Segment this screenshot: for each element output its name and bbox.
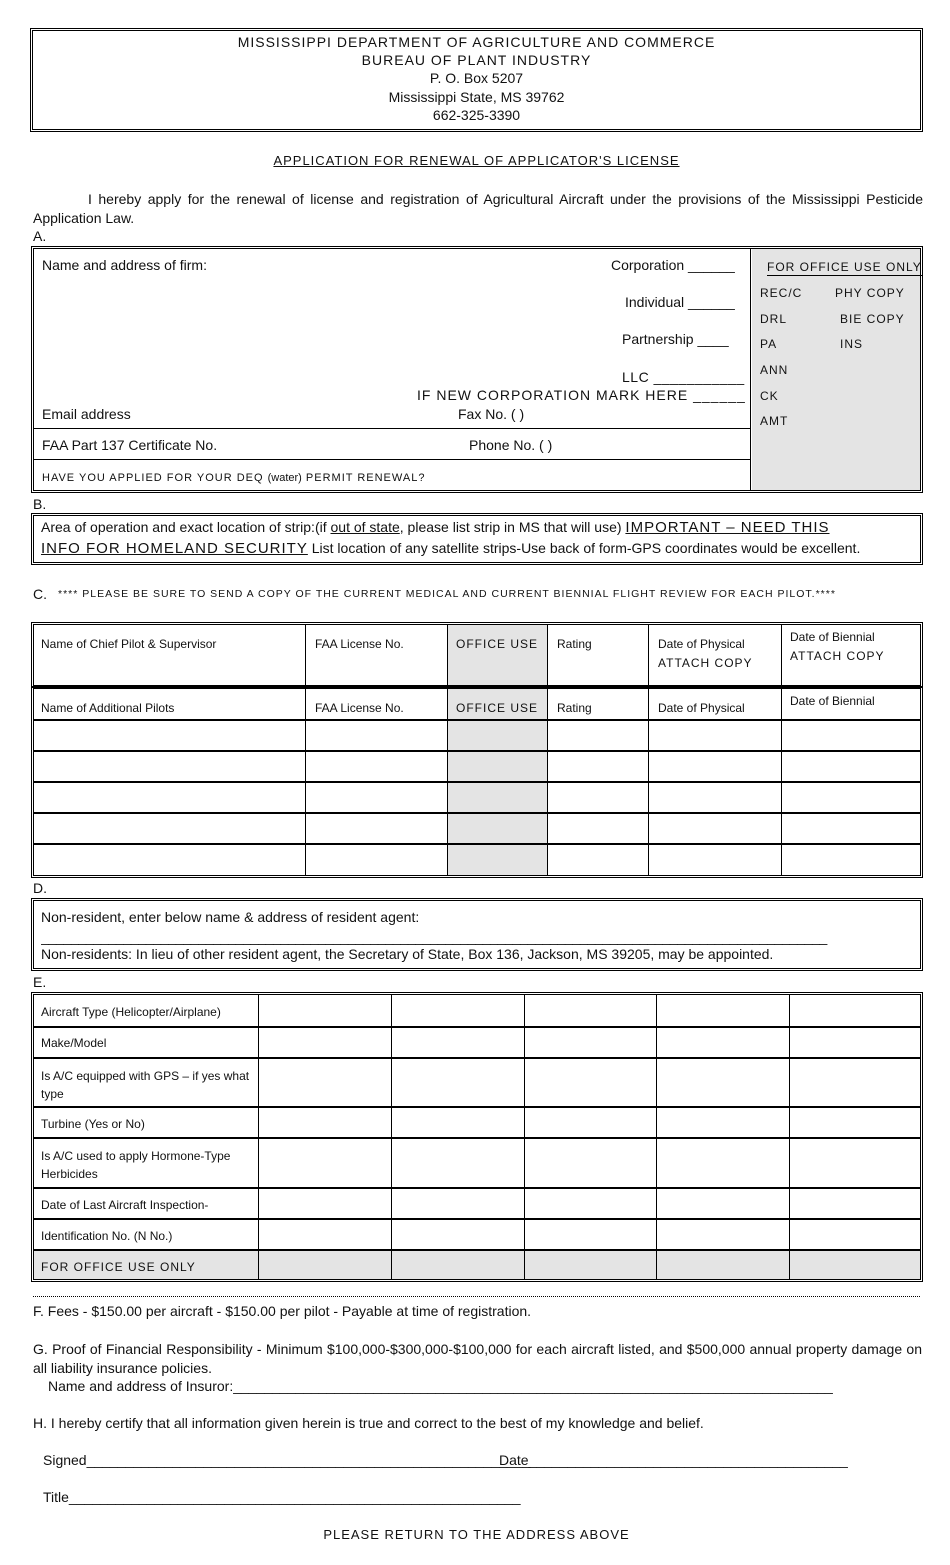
office-ck: CK (760, 389, 779, 403)
corporation-field[interactable]: Corporation ______ (611, 257, 735, 273)
signed-field[interactable]: Signed_________________________________________________________ (43, 1452, 531, 1468)
section-d-letter: D. (33, 880, 47, 896)
office-phy-copy: PHY COPY (835, 286, 905, 300)
office-amt: AMT (760, 414, 789, 428)
turbine-label: Turbine (Yes or No) (41, 1117, 145, 1131)
header-dept: MISSISSIPPI DEPARTMENT OF AGRICULTURE AND COMMERCE (237, 34, 716, 50)
office-use-title: FOR OFFICE USE ONLY (767, 260, 922, 274)
section-a-letter: A. (33, 228, 47, 244)
header-city: Mississippi State, MS 39762 (388, 89, 565, 105)
financial-responsibility-text: G. Proof of Financial Responsibility - Minimum $100,000-$300,000-$100,000 for each aircraft listed, and $500,000 annual property damage on all liability insurance policies. (33, 1341, 922, 1376)
section-b-letter: B. (33, 496, 47, 512)
office-drl: DRL (760, 312, 788, 326)
chief-faa-license-header: FAA License No. (315, 637, 404, 651)
fax-field[interactable]: Fax No. ( ) (458, 406, 525, 422)
make-model-label: Make/Model (41, 1036, 107, 1050)
page-title: APPLICATION FOR RENEWAL OF APPLICATOR'S LICENSE (273, 153, 680, 168)
additional-faa-license-header: FAA License No. (315, 701, 404, 715)
pilot-copy-note: **** PLEASE BE SURE TO SEND A COPY OF THE CURRENT MEDICAL AND CURRENT BIENNIAL FLIGHT REVIEW FOR EACH PILOT.**** (58, 588, 836, 600)
header-bureau: BUREAU OF PLANT INDUSTRY (361, 52, 592, 68)
certification-text: H. I hereby certify that all information given herein is true and correct to the best of my knowledge and belief. (33, 1415, 704, 1431)
faa-cert-field[interactable]: FAA Part 137 Certificate No. (42, 437, 218, 453)
individual-field[interactable]: Individual ______ (625, 294, 735, 310)
additional-rating-header: Rating (557, 701, 592, 715)
deq-permit-question[interactable]: HAVE YOU APPLIED FOR YOUR DEQ (water) PERMIT RENEWAL? (42, 472, 426, 484)
additional-pilots-name-header: Name of Additional Pilots (41, 701, 175, 715)
aircraft-type-label: Aircraft Type (Helicopter/Airplane) (41, 1005, 221, 1019)
header-phone: 662-325-3390 (432, 107, 521, 123)
section-e-letter: E. (33, 974, 47, 990)
office-recc: REC/C (760, 286, 803, 300)
chief-biennial-attach: ATTACH COPY (790, 649, 885, 663)
office-pa: PA (760, 337, 778, 351)
hormone-herbicide-label: Is A/C used to apply Hormone-Type Herbicides (41, 1149, 231, 1181)
header-po-box: P. O. Box 5207 (429, 70, 524, 86)
resident-agent-label: Non-resident, enter below name & address of resident agent: (41, 909, 420, 925)
non-resident-note: Non-residents: In lieu of other resident agent, the Secretary of State, Box 136, Jackson, MS 39205, may be appointed. (41, 946, 774, 962)
additional-office-use-header: OFFICE USE (456, 701, 539, 715)
section-c-letter: C. (33, 586, 47, 602)
resident-agent-field[interactable]: _________________________________________________________________________________________________________ (41, 929, 828, 945)
area-of-operation-text: Area of operation and exact location of strip:(if out of state, please list strip in MS that will use) IMPORTANT – NEED THIS INFO FOR HOMELAND SECURITY List location of any satellite strips-Use back of form-GPS coordinates would be excellent. (41, 519, 861, 557)
identification-label: Identification No. (N No.) (41, 1229, 173, 1243)
gps-label: Is A/C equipped with GPS – if yes what type (41, 1069, 250, 1101)
chief-pilot-name-header: Name of Chief Pilot & Supervisor (41, 637, 217, 651)
phone-field[interactable]: Phone No. ( ) (469, 437, 553, 453)
new-corporation-field[interactable]: IF NEW CORPORATION MARK HERE ______ (417, 387, 746, 403)
aircraft-office-use-label: FOR OFFICE USE ONLY (41, 1260, 196, 1274)
return-address-note: PLEASE RETURN TO THE ADDRESS ABOVE (323, 1527, 630, 1542)
firm-label: Name and address of firm: (42, 257, 207, 273)
insuror-field[interactable]: Name and address of Insuror:_____________________________________________________________________________ (48, 1378, 833, 1394)
chief-physical-header: Date of Physical (658, 637, 745, 651)
chief-office-use-header: OFFICE USE (456, 637, 539, 651)
office-ann: ANN (760, 363, 789, 377)
date-field[interactable]: Date_________________________________________ (499, 1452, 848, 1468)
intro-text: I hereby apply for the renewal of license and registration of Agricultural Aircraft under the provisions of the Mississippi Pesticide Application Law. (33, 191, 923, 226)
llc-field[interactable]: LLC ___________ (622, 369, 745, 385)
additional-physical-header: Date of Physical (658, 701, 745, 715)
dotted-separator (33, 1296, 920, 1297)
office-ins: INS (840, 337, 864, 351)
title-field[interactable]: Title__________________________________________________________ (43, 1489, 521, 1505)
chief-physical-attach: ATTACH COPY (658, 656, 753, 670)
last-inspection-label: Date of Last Aircraft Inspection- (41, 1198, 209, 1212)
chief-rating-header: Rating (557, 637, 592, 651)
email-field[interactable]: Email address (42, 406, 131, 422)
partnership-field[interactable]: Partnership ____ (622, 331, 729, 347)
fees-text: F. Fees - $150.00 per aircraft - $150.00 per pilot - Payable at time of registration. (33, 1303, 532, 1319)
chief-biennial-header: Date of Biennial (790, 630, 875, 644)
office-bie-copy: BIE COPY (840, 312, 905, 326)
additional-biennial-header: Date of Biennial (790, 694, 875, 708)
